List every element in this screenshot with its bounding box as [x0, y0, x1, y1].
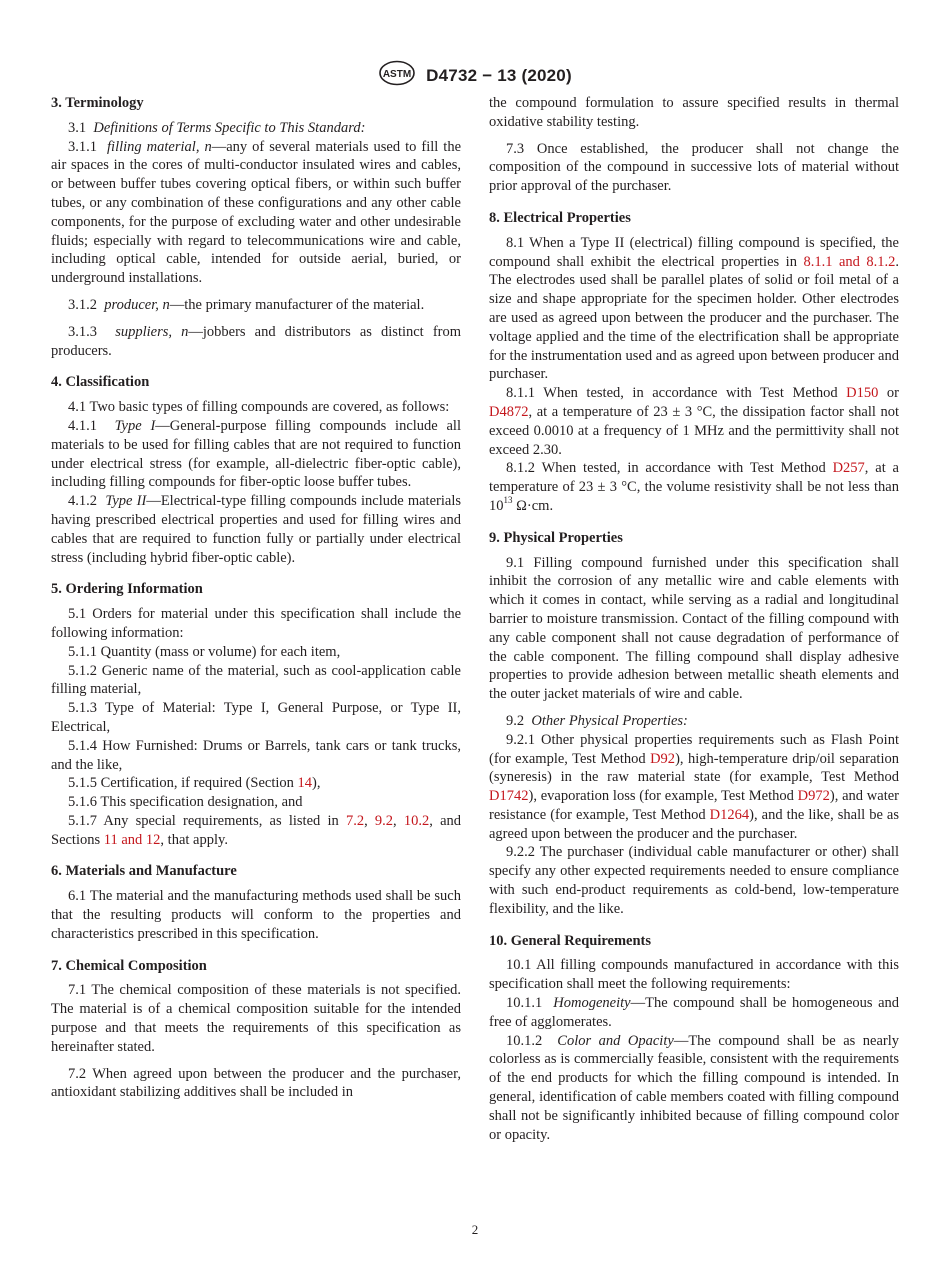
section-3-heading: 3. Terminology [51, 95, 144, 111]
section-7-heading: 7. Chemical Composition [51, 957, 207, 974]
para-3-1-2: 3.1.2 producer, n—the primary manufacturer of the material. [68, 296, 425, 313]
para-10-1-2: 10.1.2 Color and Opacity—The compound shall be as nearly colorless as is commercially feasible, consistent with the requirements of the end products for which the filling compound is intended. In general, identification of cable members coated with filling compound shall not be significantly inhibited because of filling compound color or opacity. [489, 1032, 900, 1143]
para-7-2: 7.2 When agreed upon between the producer and the purchaser, antioxidant stabilizing additives shall be included in [51, 1065, 461, 1101]
para-6-1: 6.1 The material and the manufacturing methods used shall be such that the resulting products will conform to the properties and characteristics prescribed in this specification. [51, 888, 461, 942]
para-5-1-1: 5.1.1 Quantity (mass or volume) for each item, [68, 643, 341, 660]
para-8-1-2: 8.1.2 When tested, in accordance with Test Method D257, at a temperature of 23 ± 3 °C, the volume resistivity shall be not less than $10^{13}$ Ω·cm. [489, 460, 899, 514]
para-4-1: 4.1 Two basic types of filling compounds are covered, as follows: [68, 399, 450, 416]
para-5-1: 5.1 Orders for material under this specification shall include the following information: [51, 606, 461, 641]
para-3-1-3: 3.1.3 suppliers, n—jobbers and distributors as distinct from producers. [51, 323, 462, 359]
page-header [0, 60, 950, 91]
link-7-2[interactable]: 7.2 [345, 812, 365, 829]
para-4-1-1: 4.1.1 Type I—General-purpose filling compounds include all materials to be used for filling cables that are not required to function under electrical stress (for example, all-dielectric fiber-optic cable), including filling compounds for fiber-optic loose buffer tubes. [51, 417, 461, 491]
link-section-14[interactable]: 14 [297, 775, 313, 792]
link-d257[interactable]: D257 [832, 460, 865, 477]
para-5-1-6: 5.1.6 This specification designation, and [68, 794, 303, 811]
left-column [51, 94, 461, 1102]
link-d972[interactable]: D972 [797, 788, 830, 805]
para-4-1-2: 4.1.2 Type II—Electrical-type filling compounds include materials having prescribed electrical properties and used for filling wires and cables that are required to function fully or partially under electrical stress (including hybrid fiber-optic cable). [51, 493, 461, 566]
para-3-1: 3.1 Definitions of Terms Specific to This Standard: [68, 119, 366, 136]
para-5-1-4: 5.1.4 How Furnished: Drums or Barrels, tank cars or tank trucks, and the like, [51, 737, 461, 773]
para-8-1: 8.1 When a Type II (electrical) filling compound is specified, the compound shall exhibit the electrical properties in 8.1.1 and 8.1.2. The electrodes used shall be parallel plates of solid or foil metal of a size and shape appropriate for the specimen holder. Other electrodes are used as agreed upon between the producer and the purchaser. The voltage applied and the time of the electrification shall be appropriate for the instrumentation used and as agreed upon between producer and purchaser. [489, 234, 900, 383]
link-d4872[interactable]: D4872 [489, 403, 529, 420]
link-d1742[interactable]: D1742 [489, 788, 529, 805]
section-5-heading: 5. Ordering Information [51, 581, 203, 598]
link-d150[interactable]: D150 [846, 385, 879, 402]
right-column [489, 94, 899, 1144]
para-5-1-5: 5.1.5 Certification, if required (Section 14), [68, 775, 321, 792]
para-7-2-continued: the compound formulation to assure specified results in thermal oxidative stability testing. [489, 95, 899, 130]
section-4-heading: 4. Classification [51, 374, 150, 391]
para-9-1: 9.1 Filling compound furnished under this specification shall inhibit the corrosion of any metallic wire and cable elements with which it comes in contact, while serving as a radial and longitudinal barrier to moisture transmission. Contact of the filling compound with any cable component shall not cause degradation of performance of the cable component. The filling compound shall display adhesive properties to provide adhesion between metallic sheath elements and the outer jacket materials of wire and cable. [489, 554, 899, 703]
para-9-2-2: 9.2.2 The purchaser (individual cable manufacturer or other) shall specify any other expected requirements needed to ensure compliance with such end-product requirements as cold-bend, low-temperature flexibility, and the like. [489, 844, 899, 917]
para-7-1: 7.1 The chemical composition of these materials is not specified. The material is of a chemical composition suitable for the intended purpose and that meets the requirements of this specification as hereinafter stated. [51, 982, 461, 1055]
para-5-1-2: 5.1.2 Generic name of the material, such as cool-application cable filling material, [51, 662, 461, 698]
section-10-heading: 10. General Requirements [489, 932, 652, 949]
para-9-2-1: 9.2.1 Other physical properties requirements such as Flash Point (for example, Test Method D92), high-temperature drip/oil separation (syneresis) in the raw material state (for example, Test Method D1742), evaporation loss (for example, Test Method D972), and water resistance (for example, Test Method D1264), and the like, shall be as agreed upon between the producer and the purchaser. [489, 731, 900, 842]
link-d92[interactable]: D92 [650, 750, 676, 767]
astm-logo-icon [378, 60, 416, 91]
section-9-heading: 9. Physical Properties [489, 529, 623, 546]
link-9-2[interactable]: 9.2 [374, 812, 394, 829]
para-7-3: 7.3 Once established, the producer shall not change the composition of the compound in successive lots of material without prior approval of the purchaser. [489, 140, 899, 195]
link-sections-11-12[interactable]: 11 and 12 [103, 831, 161, 848]
para-10-1-1: 10.1.1 Homogeneity—The compound shall be homogeneous and free of agglomerates. [489, 995, 900, 1030]
para-5-1-3: 5.1.3 Type of Material: Type I, General Purpose, or Type II, Electrical, [51, 700, 461, 735]
para-3-1-1: 3.1.1 filling material, n—any of several materials used to fill the air spaces in the cores of multi-conductor insulated wires and cables, or between buffer tubes covering optical fibers, or within such buffer tubes, or any combination of these configurations and any other cable components, for the purpose of excluding water and other undesirable fluids; especially with regard to telecommunications wire and cable, including optical cable, intended for outside aerial, buried, or underground installations. [51, 138, 462, 287]
link-10-2[interactable]: 10.2 [403, 812, 430, 829]
page-number: 2 [471, 1222, 479, 1237]
document-designation: D4732 − 13 (2020) [426, 65, 572, 85]
section-6-heading: 6. Materials and Manufacture [51, 863, 237, 880]
link-8-1-1-and-8-1-2[interactable]: 8.1.1 and 8.1.2 [803, 253, 896, 270]
para-5-1-7: 5.1.7 Any special requirements, as listed in 7.2, 9.2, 10.2, and Sections 11 and 12, that apply. [51, 812, 461, 848]
para-9-2: 9.2 Other Physical Properties: [506, 712, 688, 729]
para-8-1-1: 8.1.1 When tested, in accordance with Test Method D150 or D4872, at a temperature of 23 ± 3 °C, the dissipation factor shall not exceed 0.0010 at a frequency of 1 MHz and the permittivity shall not exceed 2.30. [489, 385, 899, 458]
link-d1264[interactable]: D1264 [709, 806, 750, 823]
svg-text:ASTM: ASTM [383, 69, 412, 80]
section-8-heading: 8. Electrical Properties [489, 209, 631, 226]
para-10-1: 10.1 All filling compounds manufactured in accordance with this specification shall meet the following requirements: [489, 957, 899, 993]
